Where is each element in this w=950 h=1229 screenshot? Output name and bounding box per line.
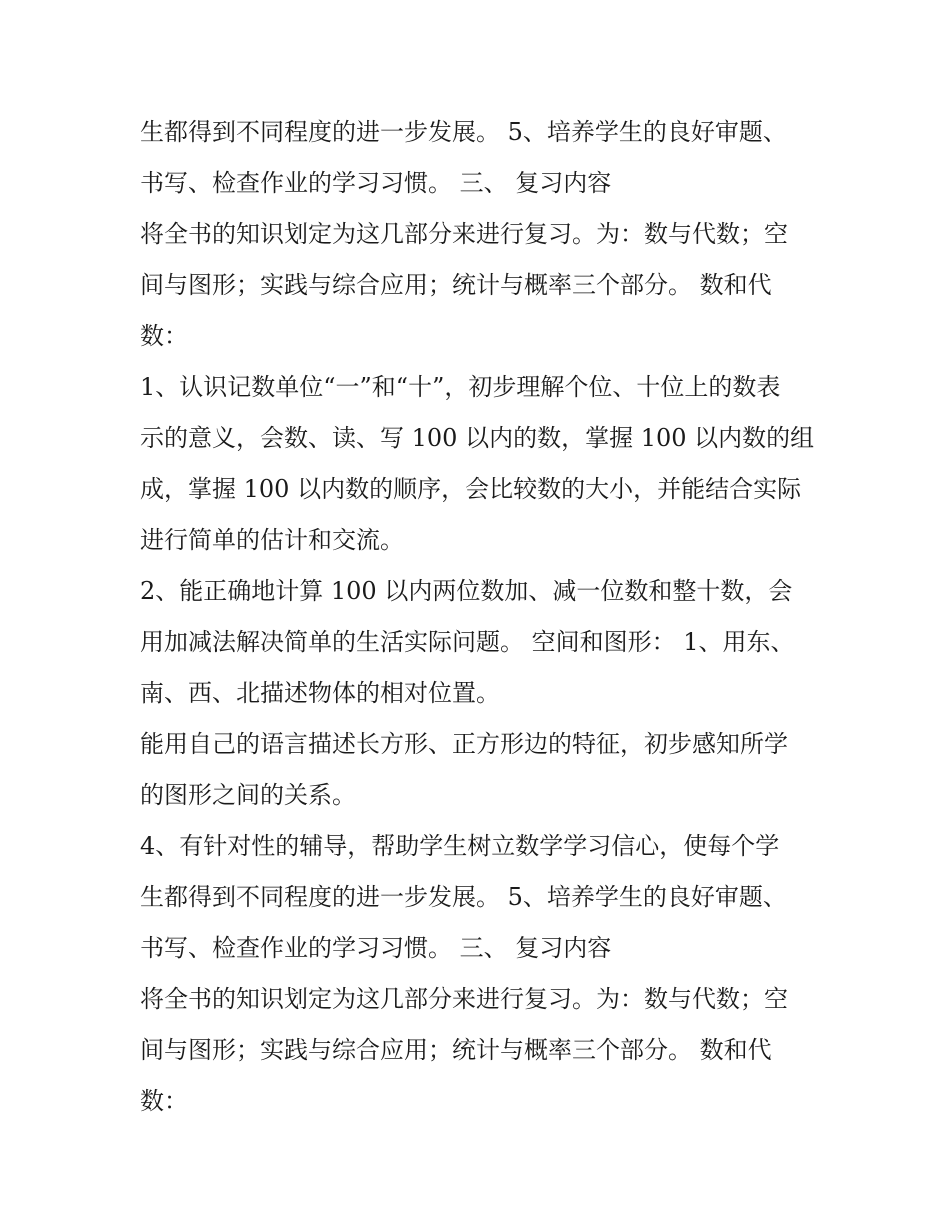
text-line: 生都得到不同程度的进一步发展。 5、培养学生的良好审题、 — [140, 883, 787, 911]
text-line: 生都得到不同程度的进一步发展。 5、培养学生的良好审题、 — [140, 118, 787, 146]
text-line: 间与图形；实践与综合应用；统计与概率三个部分。 数和代 — [140, 271, 772, 299]
text-line: 用加减法解决简单的生活实际问题。 空间和图形： 1、用东、 — [140, 628, 795, 656]
text-line: 数： — [140, 1087, 188, 1115]
text-line: 书写、检查作业的学习习惯。 三、 复习内容 — [140, 934, 612, 962]
text-line: 书写、检查作业的学习习惯。 三、 复习内容 — [140, 169, 612, 197]
text-line: 成，掌握 100 以内数的顺序，会比较数的大小，并能结合实际 — [140, 475, 802, 503]
text-line: 间与图形；实践与综合应用；统计与概率三个部分。 数和代 — [140, 1036, 772, 1064]
document-body — [140, 107, 820, 1127]
text-line: 将全书的知识划定为这几部分来进行复习。为：数与代数；空 — [140, 220, 788, 248]
text-line: 4、有针对性的辅导，帮助学生树立数学学习信心，使每个学 — [140, 832, 780, 860]
text-line: 示的意义，会数、读、写 100 以内的数，掌握 100 以内数的组 — [140, 424, 815, 452]
text-line: 能用自己的语言描述长方形、正方形边的特征，初步感知所学 — [140, 730, 788, 758]
text-line: 进行简单的估计和交流。 — [140, 526, 404, 554]
text-line: 南、西、北描述物体的相对位置。 — [140, 679, 500, 707]
text-line: 2、能正确地计算 100 以内两位数加、减一位数和整十数，会 — [140, 577, 793, 605]
text-line: 1、认识记数单位“一”和“十”，初步理解个位、十位上的数表 — [140, 373, 781, 401]
text-line: 的图形之间的关系。 — [140, 781, 356, 809]
text-line: 将全书的知识划定为这几部分来进行复习。为：数与代数；空 — [140, 985, 788, 1013]
text-line: 数： — [140, 322, 188, 350]
